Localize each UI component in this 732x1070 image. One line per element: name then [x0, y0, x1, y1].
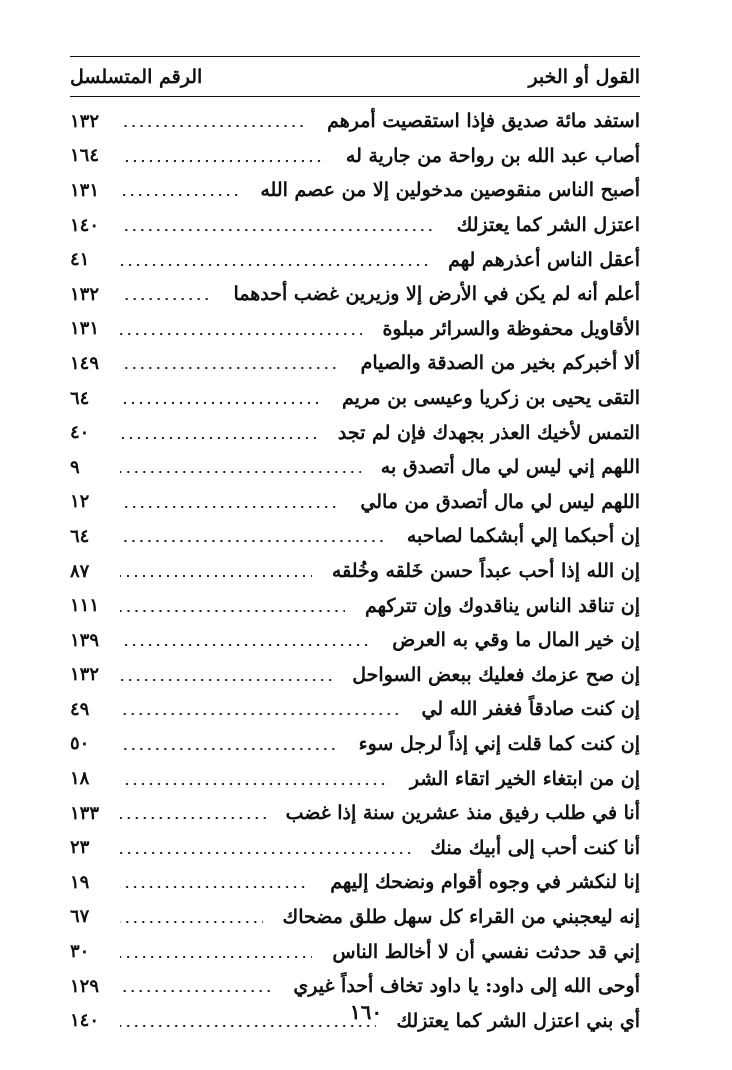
dot-leader: [120, 506, 340, 508]
saying-text: إنه ليعجبني من القراء كل سهل طلق مضحاك: [282, 905, 640, 928]
list-item: [70, 588, 640, 623]
serial-number: ١٢: [70, 491, 90, 513]
list-item: [70, 242, 640, 277]
serial-number: ٤٩: [70, 698, 90, 720]
saying-text: إن من ابتغاء الخير اتقاء الشر: [409, 767, 640, 790]
serial-number: ١١١: [70, 595, 100, 617]
dot-leader: [120, 194, 240, 196]
dot-leader: [120, 956, 312, 958]
serial-number: ١٢٩: [70, 975, 100, 997]
serial-number: ١٦٤: [70, 145, 100, 167]
dot-leader: [120, 229, 437, 231]
page-number: ١٦٠: [349, 1000, 383, 1024]
serial-number: ١٣٩: [70, 629, 100, 651]
serial-number: ٩: [70, 456, 80, 478]
serial-number: ٣٠: [70, 941, 90, 963]
serial-number: ١٣٢: [70, 664, 100, 686]
list-item: [70, 658, 640, 693]
dot-leader: [120, 333, 362, 335]
serial-number: ٤١: [70, 249, 90, 271]
dot-leader: [120, 817, 266, 819]
list-item: [70, 692, 640, 727]
dot-leader: [120, 575, 312, 577]
serial-number: ٥٠: [70, 733, 90, 755]
serial-number: ٨٧: [70, 560, 90, 582]
dot-leader: [120, 783, 390, 785]
saying-text: اللهم إني ليس لي مال أتصدق به: [380, 456, 640, 479]
list-item: [70, 934, 640, 969]
saying-text: إن كنت صادقاً فغفر الله لي: [421, 698, 640, 721]
serial-number: ٦٤: [70, 525, 90, 547]
saying-text: استفد مائة صديق فإذا استقصيت أمرهم: [327, 110, 640, 133]
saying-text: أعقل الناس أعذرهم لهم: [448, 248, 640, 271]
dot-leader: [120, 298, 213, 300]
saying-text: أي بني اعتزل الشر كما يعتزلك: [396, 1009, 640, 1032]
serial-number: ١٣١: [70, 318, 100, 340]
table-header: [70, 60, 640, 94]
dot-leader: [120, 748, 339, 750]
serial-number: ١٨: [70, 768, 90, 790]
saying-text: إنا لنكشر في وجوه أقوام ونضحك إليهم: [330, 871, 640, 894]
dot-leader: [120, 610, 345, 612]
saying-text: اللهم ليس لي مال أتصدق من مالي: [360, 490, 640, 513]
saying-text: ألا أخبركم بخير من الصدقة والصيام: [360, 352, 640, 375]
list-item: [70, 554, 640, 589]
saying-text: التقى يحيى بن زكريا وعيسى بن مريم: [342, 387, 640, 410]
serial-number: ٤٠: [70, 422, 90, 444]
list-item: [70, 346, 640, 381]
list-item: [70, 727, 640, 762]
saying-text: التمس لأخيك العذر بجهدك فإن لم تجد: [337, 421, 640, 444]
header-top-rule: [70, 56, 640, 57]
list-item: [70, 969, 640, 1004]
list-item: [70, 104, 640, 139]
list-item: [70, 381, 640, 416]
saying-text: إن خير المال ما وقي به العرض: [392, 629, 640, 652]
dot-leader: [120, 990, 273, 992]
dot-leader: [120, 679, 332, 681]
list-item: [70, 277, 640, 312]
list-item: [70, 450, 640, 485]
saying-text: إن أحبكما إلي أبشكما لصاحبه: [406, 525, 640, 548]
list-item: [70, 830, 640, 865]
dot-leader: [120, 160, 326, 162]
saying-text: إن الله إذا أحب عبداً حسن خَلقه وخُلقه: [331, 560, 640, 583]
saying-text: إني قد حدثت نفسي أن لا أخالط الناس: [332, 940, 640, 963]
header-saying-column: القول أو الخبر: [528, 66, 640, 88]
list-item: [70, 485, 640, 520]
serial-number: ٢٣: [70, 837, 90, 859]
serial-number: ٦٤: [70, 387, 90, 409]
index-list: [70, 104, 640, 1038]
serial-number: ١٣٣: [70, 802, 100, 824]
dot-leader: [120, 852, 410, 854]
serial-number: ١٤٠: [70, 1010, 100, 1032]
header-bottom-rule: [70, 96, 640, 97]
dot-leader: [120, 886, 310, 888]
serial-number: ١٤٠: [70, 214, 100, 236]
serial-number: ١٩: [70, 871, 90, 893]
list-item: [70, 139, 640, 174]
header-serial-number-column: الرقم المتسلسل: [70, 66, 203, 88]
dot-leader: [120, 402, 322, 404]
saying-text: أوحى الله إلى داود: يا داود تخاف أحداً غيري: [293, 975, 640, 998]
dot-leader: [120, 644, 372, 646]
list-item: [70, 415, 640, 450]
list-item: [70, 312, 640, 347]
list-item: [70, 761, 640, 796]
serial-number: ١٣٢: [70, 110, 100, 132]
serial-number: ٦٧: [70, 906, 90, 928]
dot-leader: [120, 125, 307, 127]
dot-leader: [120, 713, 401, 715]
saying-text: أعلم أنه لم يكن في الأرض إلا وزيرين غضب أحدهما: [233, 283, 640, 306]
serial-number: ١٣١: [70, 179, 100, 201]
list-item: [70, 173, 640, 208]
list-item: [70, 900, 640, 935]
list-item: [70, 623, 640, 658]
list-item: [70, 796, 640, 831]
dot-leader: [120, 437, 318, 439]
list-item: [70, 208, 640, 243]
dot-leader: [120, 540, 387, 542]
dot-leader: [120, 264, 428, 266]
saying-text: الأقاويل محفوظة والسرائر مبلوة: [382, 317, 640, 340]
saying-text: أنا كنت أحب إلى أبيك منك: [430, 836, 640, 859]
dot-leader: [120, 367, 341, 369]
dot-leader: [120, 921, 263, 923]
saying-text: إن صح عزمك فعليك ببعض السواحل: [352, 663, 640, 686]
serial-number: ١٤٩: [70, 352, 100, 374]
saying-text: إن تناقد الناس يناقدوك وإن تتركهم: [364, 594, 640, 617]
saying-text: إن كنت كما قلت إني إذاً لرجل سوء: [358, 732, 640, 755]
serial-number: ١٣٢: [70, 283, 100, 305]
saying-text: أصاب عبد الله بن رواحة من جارية له: [345, 144, 640, 167]
saying-text: أصبح الناس منقوصين مدخولين إلا من عصم الله: [260, 179, 640, 202]
saying-text: أنا في طلب رفيق منذ عشرين سنة إذا غضب: [285, 802, 640, 825]
saying-text: اعتزل الشر كما يعتزلك: [456, 214, 640, 237]
dot-leader: [120, 1025, 376, 1027]
list-item: [70, 519, 640, 554]
dot-leader: [120, 471, 361, 473]
list-item: [70, 865, 640, 900]
